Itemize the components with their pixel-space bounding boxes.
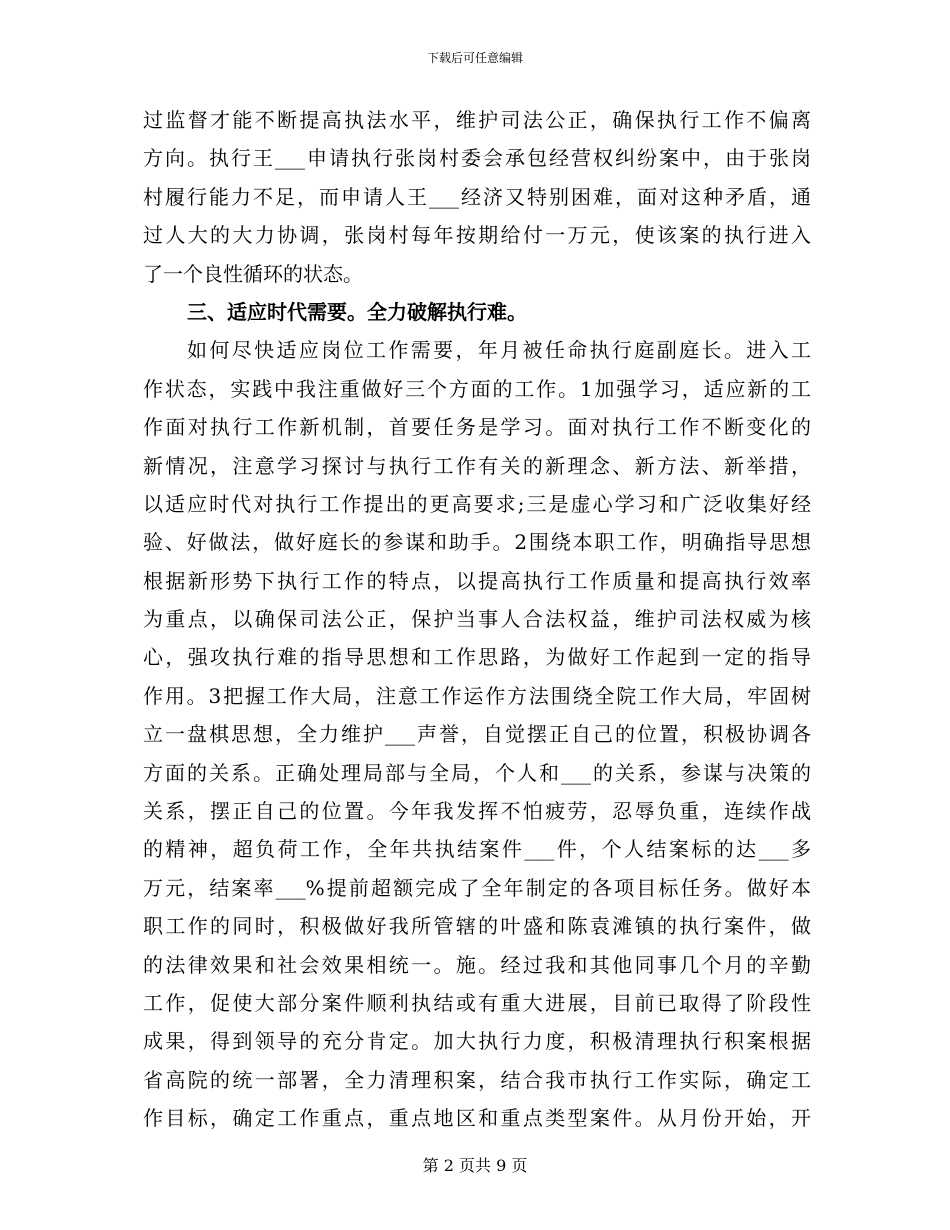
paragraph-line: 工作，促使大部分案件顺利执结或有重大进展，目前已取得了阶段性 — [143, 990, 811, 1015]
paragraph-line: 以适应时代对执行工作提出的更高要求;三是虚心学习和广泛收集好经 — [143, 491, 811, 516]
paragraph-line: 的法律效果和社会效果相统一。施。经过我和其他同事几个月的辛勤 — [143, 952, 811, 977]
section-heading: 三、适应时代需要。全力破解执行难。 — [187, 299, 527, 324]
paragraph-line: 了一个良性循环的状态。 — [143, 261, 363, 286]
paragraph-line: 作用。3把握工作大局，注意工作运作方法围绕全院工作大局，牢固树 — [143, 683, 811, 708]
paragraph-line: 为重点，以确保司法公正，保护当事人合法权益，维护司法权威为核 — [143, 607, 811, 632]
paragraph-line: 方向。执行王___申请执行张岗村委会承包经营权纠纷案中，由于张岗 — [143, 146, 811, 171]
paragraph-line: 作面对执行工作新机制，首要任务是学习。面对执行工作不断变化的 — [143, 415, 811, 440]
paragraph-line: 如何尽快适应岗位工作需要，年月被任命执行庭副庭长。进入工 — [187, 338, 811, 363]
paragraph-line: 过人大的大力协调，张岗村每年按期给付一万元，使该案的执行进入 — [143, 223, 811, 248]
paragraph-line: 成果，得到领导的充分肯定。加大执行力度，积极清理执行积案根据 — [143, 1029, 811, 1054]
paragraph-line: 万元，结案率___%提前超额完成了全年制定的各项目标任务。做好本 — [143, 875, 811, 900]
paragraph-line: 心，强攻执行难的指导思想和工作思路，为做好工作起到一定的指导 — [143, 645, 811, 670]
document-body — [143, 101, 811, 1138]
page-header: 下载后可任意编辑 — [426, 51, 523, 65]
paragraph-line: 村履行能力不足，而申请人王___经济又特别困难，面对这种矛盾，通 — [143, 184, 811, 209]
paragraph-line: 的精神，超负荷工作，全年共执结案件___件，个人结案标的达___多 — [143, 837, 811, 862]
paragraph-line: 根据新形势下执行工作的特点，以提高执行工作质量和提高执行效率 — [143, 568, 811, 593]
paragraph-line: 作目标，确定工作重点，重点地区和重点类型案件。从月份开始，开 — [143, 1106, 811, 1131]
paragraph-line: 过监督才能不断提高执法水平，维护司法公正，确保执行工作不偏离 — [143, 108, 811, 132]
paragraph-line: 关系，摆正自己的位置。今年我发挥不怕疲劳，忍辱负重，连续作战 — [143, 799, 811, 824]
paragraph-line: 方面的关系。正确处理局部与全局，个人和___的关系，参谋与决策的 — [143, 760, 811, 785]
paragraph-line: 新情况，注意学习探讨与执行工作有关的新理念、新方法、新举措， — [143, 453, 811, 478]
paragraph-line: 作状态，实践中我注重做好三个方面的工作。1加强学习，适应新的工 — [143, 376, 811, 401]
paragraph-line: 验、好做法，做好庭长的参谋和助手。2围绕本职工作，明确指导思想 — [143, 530, 811, 555]
paragraph-line: 职工作的同时，积极做好我所管辖的叶盛和陈袁滩镇的执行案件，做 — [143, 914, 811, 939]
paragraph-line: 省高院的统一部署，全力清理积案，结合我市执行工作实际，确定工 — [143, 1067, 811, 1092]
page-footer: 第 2 页共 9 页 — [422, 1156, 528, 1175]
paragraph-line: 立一盘棋思想，全力维护___声誉，自觉摆正自己的位置，积极协调各 — [143, 722, 811, 747]
